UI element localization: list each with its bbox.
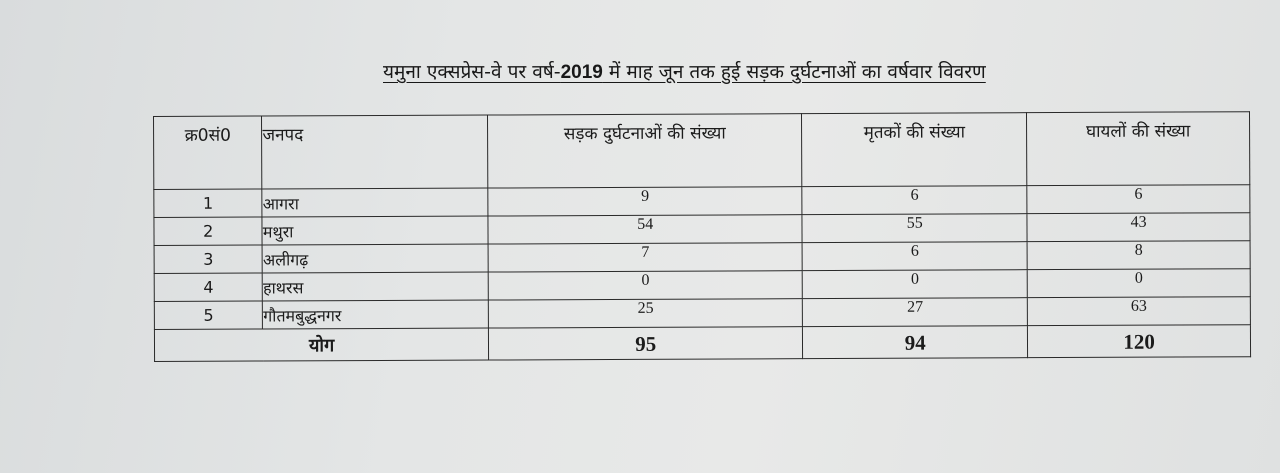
cell-serial-no: 3 bbox=[154, 245, 263, 273]
cell-accidents: 7 bbox=[488, 243, 802, 272]
accident-report-table bbox=[153, 111, 1251, 362]
cell-injured: 6 bbox=[1027, 185, 1250, 214]
total-accidents: 95 bbox=[489, 327, 803, 360]
title-year: 2019 bbox=[560, 62, 603, 83]
header-row bbox=[154, 112, 1250, 190]
cell-district: अलीगढ़ bbox=[262, 244, 488, 273]
total-deaths: 94 bbox=[803, 326, 1028, 359]
cell-district: हाथरस bbox=[263, 272, 489, 301]
cell-district: आगरा bbox=[262, 188, 488, 217]
total-row bbox=[154, 325, 1250, 362]
cell-accidents: 9 bbox=[488, 187, 802, 216]
header-district: जनपद bbox=[262, 115, 488, 189]
cell-deaths: 0 bbox=[803, 270, 1028, 299]
cell-deaths: 6 bbox=[802, 242, 1027, 271]
cell-accidents: 0 bbox=[488, 271, 802, 300]
page-title bbox=[383, 58, 986, 84]
cell-injured: 8 bbox=[1027, 241, 1250, 270]
header-deaths: मृतकों की संख्या bbox=[802, 113, 1027, 187]
cell-accidents: 25 bbox=[489, 299, 803, 328]
cell-deaths: 55 bbox=[802, 214, 1027, 243]
total-label: योग bbox=[154, 328, 488, 361]
cell-injured: 0 bbox=[1027, 269, 1250, 298]
header-injured: घायलों की संख्या bbox=[1027, 112, 1250, 186]
cell-deaths: 6 bbox=[802, 186, 1027, 215]
total-injured: 120 bbox=[1028, 325, 1251, 358]
title-part-2: में माह जून तक हुई सड़क दुर्घटनाओं का वर्षवार विवरण bbox=[602, 61, 986, 83]
cell-injured: 43 bbox=[1027, 213, 1250, 242]
cell-deaths: 27 bbox=[803, 298, 1028, 327]
header-accidents: सड़क दुर्घटनाओं की संख्या bbox=[488, 114, 802, 188]
cell-injured: 63 bbox=[1027, 297, 1250, 326]
cell-serial-no: 4 bbox=[154, 273, 263, 301]
cell-serial-no: 1 bbox=[154, 189, 263, 217]
title-part-1: यमुना एक्सप्रेस-वे पर वर्ष- bbox=[383, 61, 561, 83]
cell-district: मथुरा bbox=[262, 216, 488, 245]
cell-serial-no: 2 bbox=[154, 217, 263, 245]
cell-serial-no: 5 bbox=[154, 301, 263, 329]
cell-accidents: 54 bbox=[488, 215, 802, 244]
header-serial-no: क्र0सं0 bbox=[154, 116, 263, 189]
cell-district: गौतमबुद्धनगर bbox=[263, 300, 489, 329]
